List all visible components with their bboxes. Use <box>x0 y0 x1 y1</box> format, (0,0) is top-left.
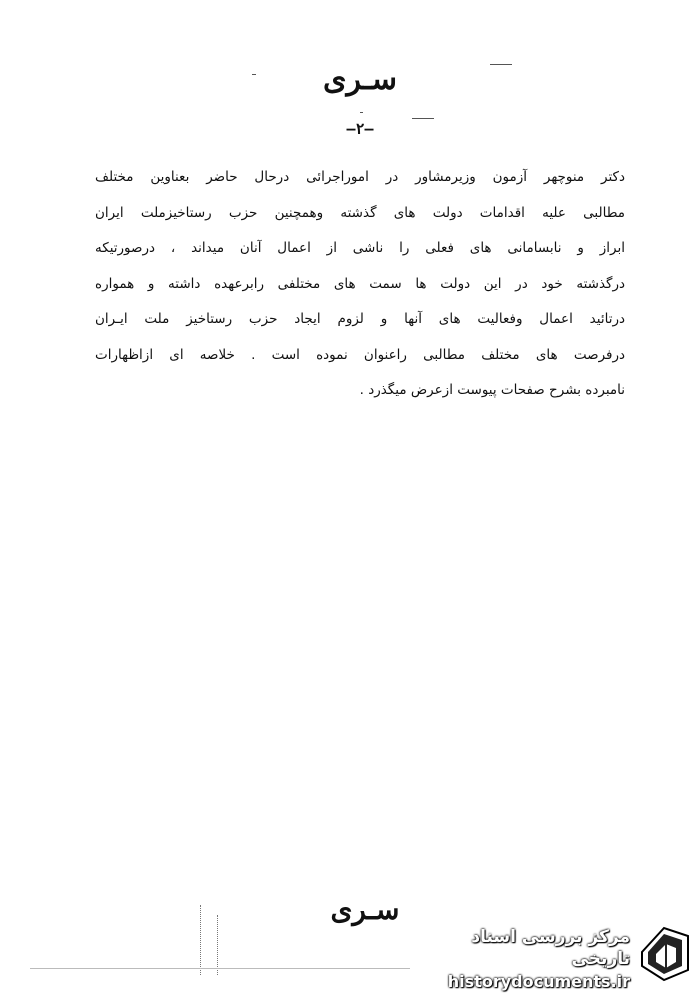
body-line: درگذشته خود در این دولت ها سمت های مختلفی رابرعهده داشته و همواره <box>95 275 625 292</box>
footer-classification: سـری <box>330 893 400 926</box>
watermark-text <box>408 926 630 994</box>
scan-speck <box>490 64 512 65</box>
book-emblem-icon <box>634 922 694 984</box>
body-line: نامبرده بشرح صفحات پیوست ازعرض میگذرد . <box>359 382 625 398</box>
watermark-stamp <box>408 920 700 991</box>
body-line: ابراز و نابسامانی های فعلی را ناشی از اعمال آنان میداند ، درصورتیکه <box>95 240 625 256</box>
scan-speck <box>30 968 410 969</box>
page-number: —٢— <box>346 120 374 138</box>
watermark-title: مرکز بررسی اسناد تاریخی <box>471 927 630 969</box>
header-classification: سـری <box>323 62 397 97</box>
body-text <box>95 160 625 409</box>
body-line: درتائید اعمال وفعالیت های آنها و لزوم ایجاد حزب رستاخیز ملت ایـران <box>95 311 625 327</box>
body-line: درفرصت های مختلف مطالبی راعنوان نموده است . خلاصه ای ازاظهارات <box>95 346 625 363</box>
scan-speck <box>252 74 256 75</box>
scan-speck <box>360 112 363 113</box>
watermark-url: historydocuments.ir <box>447 972 630 991</box>
scan-fold-line <box>200 905 201 975</box>
body-line: دکتر منوچهر آزمون وزیرمشاور در اموراجرائی درحال حاضر بعناوین مختلف <box>95 169 625 185</box>
scan-fold-line <box>217 915 218 975</box>
body-line: مطالبی علیه اقدامات دولت های گذشته وهمچنین حزب رستاخیزملت ایران <box>95 204 625 221</box>
scan-speck <box>412 118 434 119</box>
